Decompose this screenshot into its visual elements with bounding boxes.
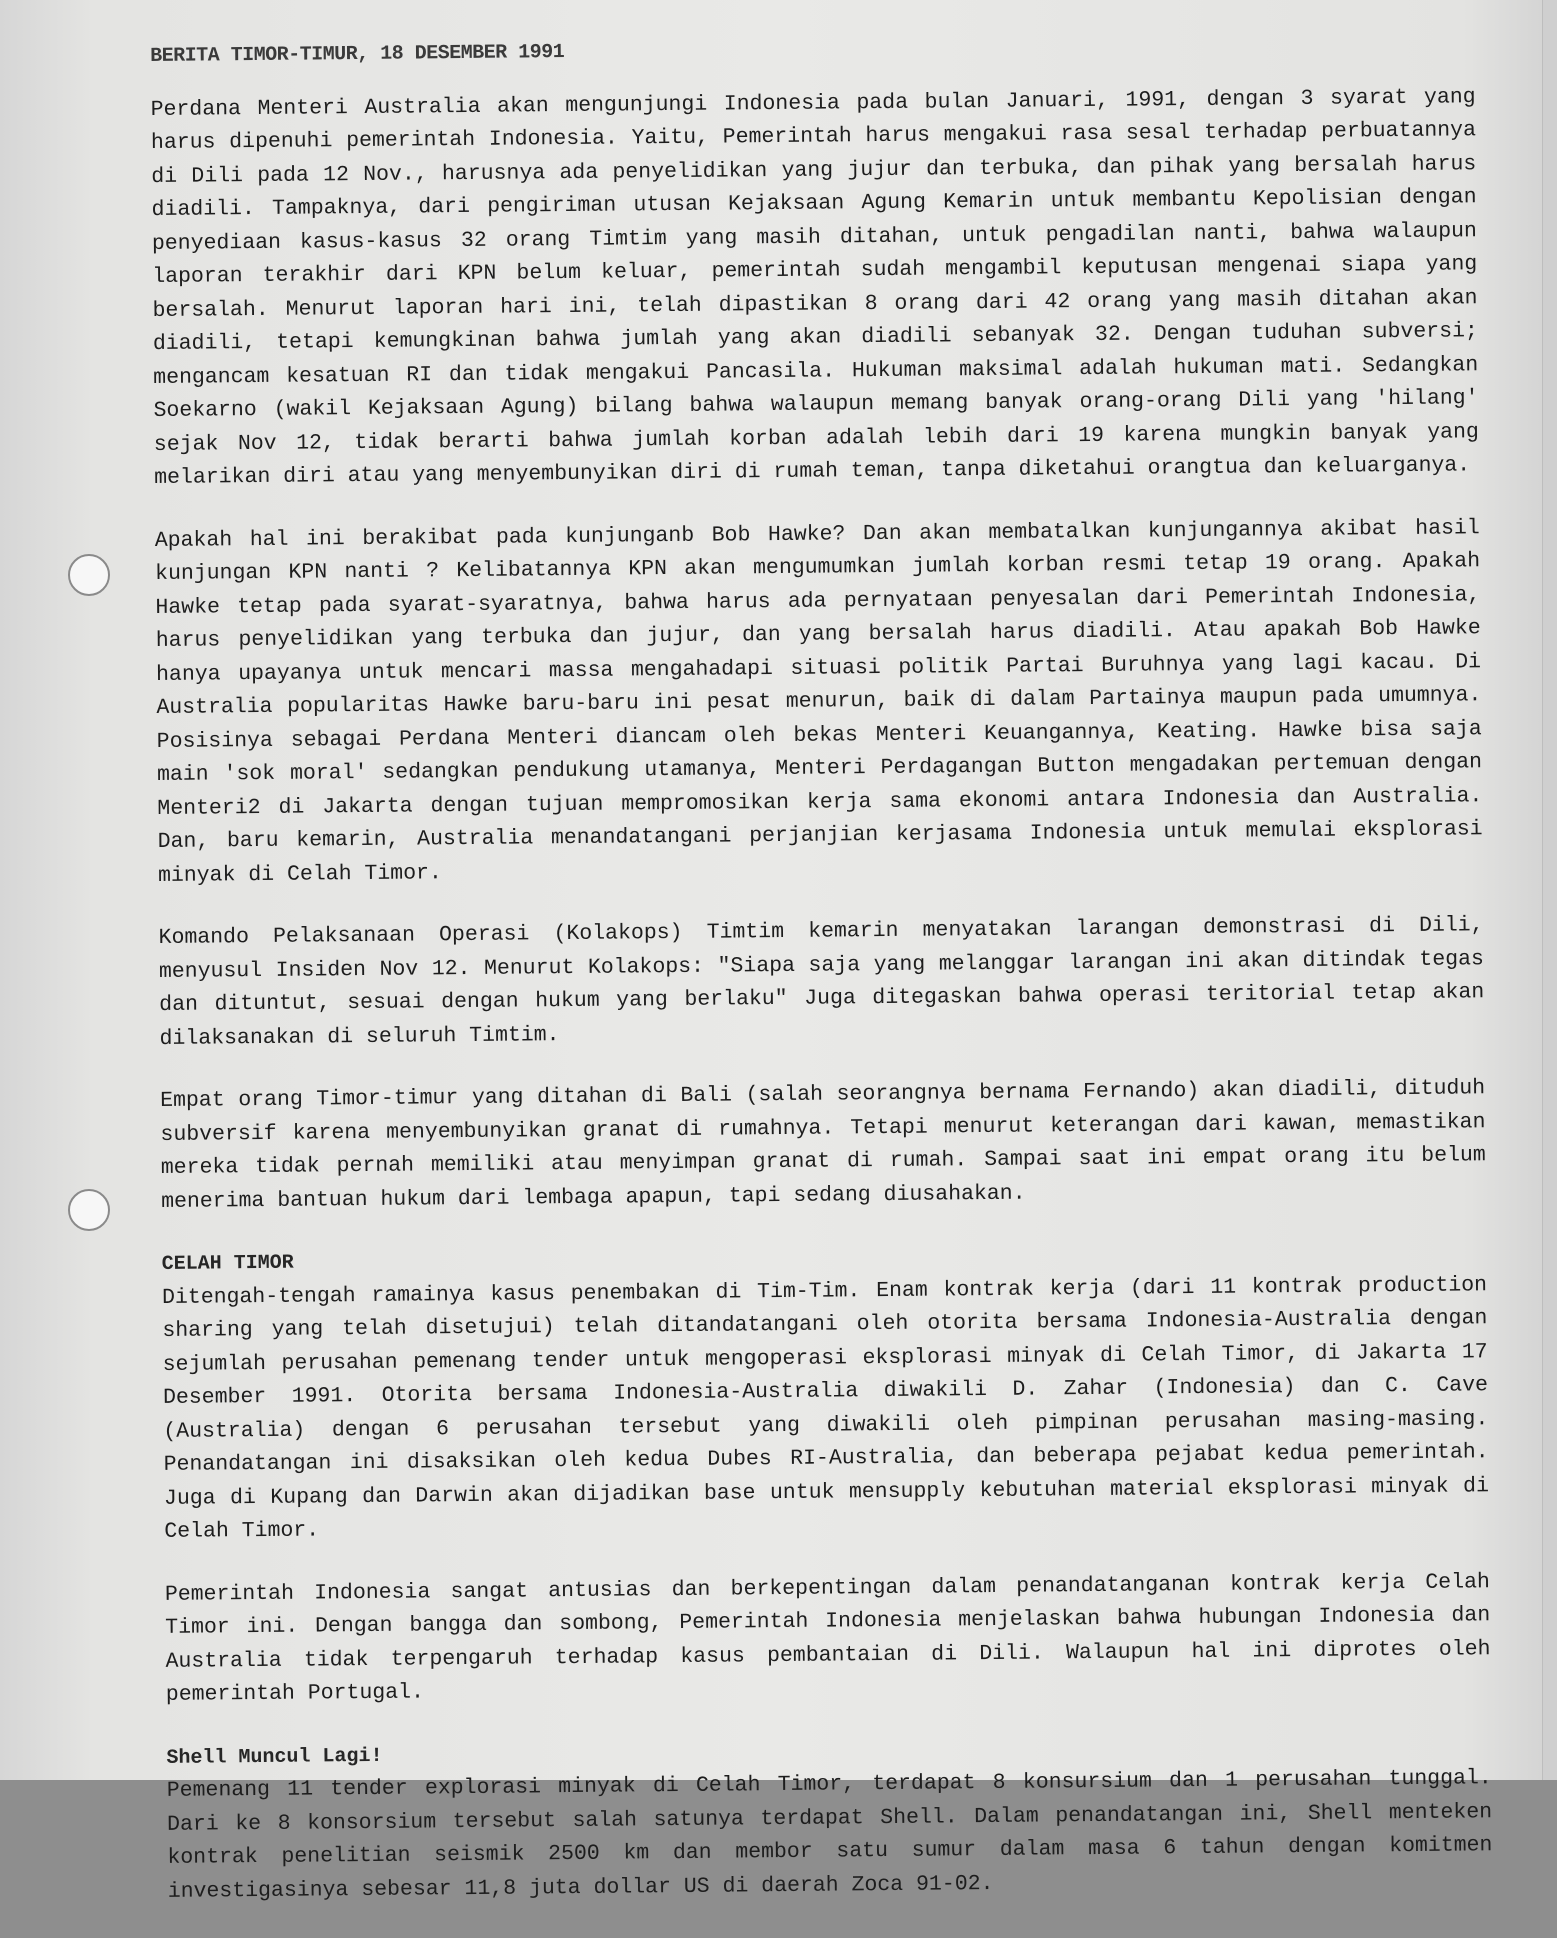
document-header: BERITA TIMOR-TIMUR, 18 DESEMBER 1991 [150,41,565,68]
section-heading-celah-timor: CELAH TIMOR [161,1251,294,1276]
paragraph-kolakops: Komando Pelaksanaan Operasi (Kolakops) Timtim kemarin menyatakan larangan demonstrasi di Dili, menyusul Insiden Nov 12. Menurut Kolakops: "Siapa saja yang melanggar larangan ini akan ditindak tegas dan dituntut, sesuai dengan hukum yang berlaku" Juga ditegaskan bahwa operasi teritorial tetap akan dilaksanakan di seluruh Timtim. [158,913,1485,1051]
section-body-shell: Pemenang 11 tender explorasi minyak di Celah Timor, terdapat 8 konsursium dan 1 perusahan tunggal. Dari ke 8 konsorsium tersebut salah satunya terdapat Shell. Dalam penandatangan ini, Shell menteken kontrak penelitian seismik 2500 km dan membor satu sumur dalam masa 6 tahun dengan komitmen investigasinya sebesar 11,8 juta dollar US di daerah Zoca 91-02. [166,1766,1493,1904]
section-body-celah-timor: Ditengah-tengah ramainya kasus penembakan di Tim-Tim. Enam kontrak kerja (dari 11 kontrak production sharing yang telah disetujui) telah ditandatangani oleh otorita bersama Indonesia-Australia dengan sejumlah perusahan pemenang tender untuk mengoperasi eksplorasi minyak di Celah Timor, di Jakarta 17 Desember 1991. Otorita bersama Indonesia-Australia diwakili D. Zahar (Indonesia) dan C. Cave (Australia) dengan 6 perusahan tersebut yang diwakili oleh pimpinan perusahan masing-masing. Penandatangan ini disaksikan oleh kedua Dubes RI-Australia, dan beberapa pejabat kedua pemerintah. Juga di Kupang dan Darwin akan dijadikan base untuk mensupply kebutuhan material eksplorasi minyak di Celah Timor. [161,1272,1490,1544]
page-edge-strip [1542,0,1557,1780]
punch-hole-upper [68,554,110,596]
document-body [150,27,1493,1938]
paragraph-bali-detainees: Empat orang Timor-timur yang ditahan di Bali (salah seorangnya bernama Fernando) akan diadili, dituduh subversif karena menyembunyikan granat di rumahnya. Tetapi menurut keterangan dari kawan, memastikan mereka tidak pernah memiliki atau menyimpan granat di rumah. Sampai saat ini empat orang itu belum menerima bantuan hukum dari lembaga apapun, tapi sedang diusahakan. [160,1076,1486,1214]
paragraph-government-enthusiasm: Pemerintah Indonesia sangat antusias dan berkepentingan dalam penandatanganan kontrak kerja Celah Timor ini. Dengan bangga dan sombong, Pemerintah Indonesia menjelaskan bahwa hubungan Indonesia dan Australia tidak terpengaruh terhadap kasus pembantaian di Dili. Walaupun hal ini diprotes oleh pemerintah Portugal. [164,1569,1491,1707]
paragraph-hawke-politics: Apakah hal ini berakibat pada kunjunganb Bob Hawke? Dan akan membatalkan kunjungannya akibat hasil kunjungan KPN nanti ? Kelibatannya KPN akan mengumumkan jumlah korban resmi tetap 19 orang. Apakah Hawke tetap pada syarat-syaratnya, bahwa harus ada pernyataan penyesalan dari Pemerintah Indonesia, harus penyelidikan yang terbuka dan jujur, dan yang bersalah harus diadili. Atau apakah Bob Hawke hanya upayanya untuk mencari massa mengahadapi situasi politik Partai Buruhnya yang lagi kacau. Di Australia popularitas Hawke baru-baru ini pesat menurun, baik di dalam Partainya maupun pada umumnya. Posisinya sebagai Perdana Menteri diancam oleh bekas Menteri Keuangannya, Keating. Hawke bisa saja main 'sok moral' sedangkan pendukung utamanya, Menteri Perdagangan Button mengadakan pertemuan dengan Menteri2 di Jakarta dengan tujuan mempromosikan kerja sama ekonomi antara Indonesia dan Australia. Dan, baru kemarin, Australia menandatangani perjanjian kerjasama Indonesia untuk memulai eksplorasi minyak di Celah Timor. [154,515,1483,888]
punch-hole-lower [68,1189,110,1231]
paragraph-hawke-visit: Perdana Menteri Australia akan mengunjungi Indonesia pada bulan Januari, 1991, dengan 3 syarat yang harus dipenuhi pemerintah Indonesia. Yaitu, Pemerintah harus mengakui rasa sesal terhadap perbuatannya di Dili pada 12 Nov., harusnya ada penyelidikan yang jujur dan terbuka, dan pihak yang bersalah harus diadili. Tampaknya, dari pengiriman utusan Kejaksaan Agung Kemarin untuk membantu Kepolisian dengan penyediaan kasus-kasus 32 orang Timtim yang masih ditahan, untuk pengadilan nanti, bahwa walaupun laporan terakhir dari KPN belum keluar, pemerintah sudah mengambil keputusan mengenai siapa yang bersalah. Menurut laporan hari ini, telah dipastikan 8 orang dari 42 orang yang masih ditahan akan diadili, tetapi kemungkinan bahwa jumlah yang akan diadili sebanyak 32. Dengan tuduhan subversi; mengancam kesatuan RI dan tidak mengakui Pancasila. Hukuman maksimal adalah hukuman mati. Sedangkan Soekarno (wakil Kejaksaan Agung) bilang bahwa walaupun memang banyak orang-orang Dili yang 'hilang' sejak Nov 12, tidak berarti bahwa jumlah korban adalah lebih dari 19 karena mungkin banyak yang melarikan diri atau yang menyembunyikan diri di rumah teman, tanpa diketahui orangtua dan keluarganya. [150,84,1479,490]
section-heading-shell: Shell Muncul Lagi! [166,1744,383,1770]
